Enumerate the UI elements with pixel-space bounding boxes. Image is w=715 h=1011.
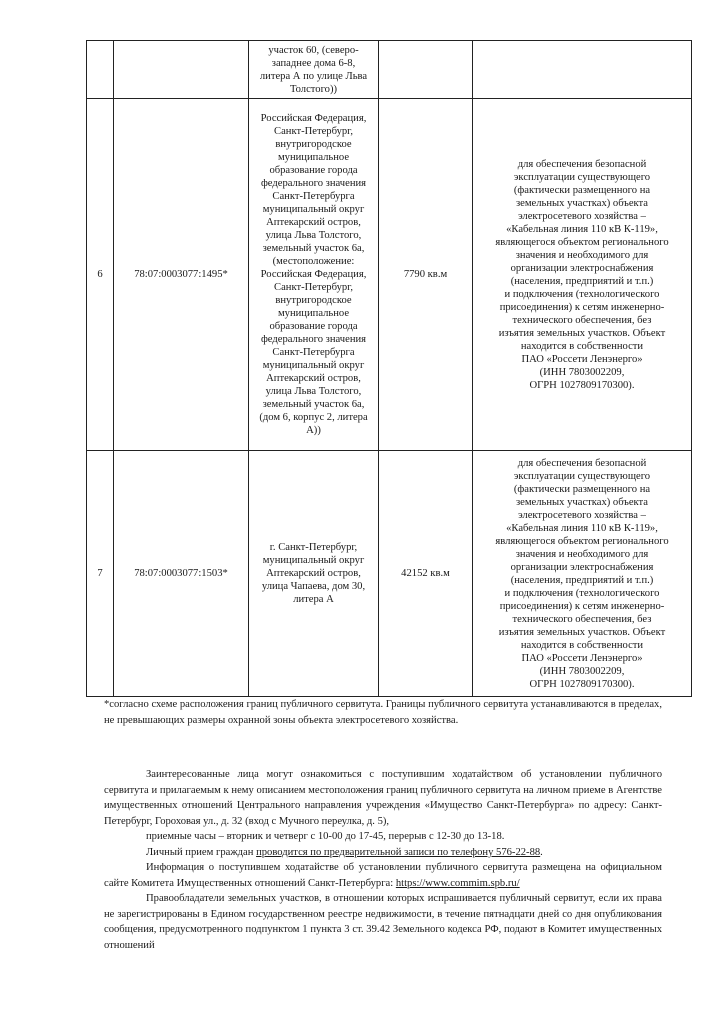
table-row (87, 99, 692, 451)
row-number: 6 (87, 99, 114, 451)
easement-purpose: для обеспечения безопасной эксплуатации существующего (фактически размещенного на земельных участках) объекта электросетевого хозяйства – «Кабельная линия 110 кВ К-119», являющегося объектом регионального значения и необходимого для организации электроснабжения (населения, предприятий и т.п.) и подключения (технологического присоединения) к сетям инженерно- технического обеспечения, без изъятия земельных участков. Объект находится в собственности ПАО «Россети Ленэнерго» (ИНН 7803002209, ОГРН 1027809170300). (473, 99, 692, 451)
website-text: Информация о поступившем ходатайстве об установлении публичного сервитута размещена на официальном сайте Комитета Имущественных отношений Санкт-Петербурга: (104, 862, 662, 889)
cadastral-number: 78:07:0003077:1495* (114, 99, 249, 451)
reception-suffix: . (540, 847, 543, 858)
easement-table (86, 40, 692, 697)
easement-purpose (473, 41, 692, 99)
parcel-area: 7790 кв.м (379, 99, 473, 451)
paragraph-personal-reception (104, 845, 662, 861)
easement-purpose: для обеспечения безопасной эксплуатации существующего (фактически размещенного на земельных участках) объекта электросетевого хозяйства – «Кабельная линия 110 кВ К-119», являющегося объектом регионального значения и необходимого для организации электроснабжения (населения, предприятий и т.п.) и подключения (технологического присоединения) к сетям инженерно- технического обеспечения, без изъятия земельных участков. Объект находится в собственности ПАО «Россети Ленэнерго» (ИНН 7803002209, ОГРН 1027809170300). (473, 451, 692, 697)
parcel-address: г. Санкт-Петербург, муниципальный округ Аптекарский остров, улица Чапаева, дом 30, литера А (249, 451, 379, 697)
row-number (87, 41, 114, 99)
cadastral-number (114, 41, 249, 99)
website-link[interactable]: https://www.commim.spb.ru/ (395, 877, 520, 889)
parcel-address: участок 60, (северо- западнее дома 6-8, литера А по улице Льва Толстого)) (249, 41, 379, 99)
reception-prefix: Личный прием граждан (146, 847, 257, 858)
paragraph-review-info: Заинтересованные лица могут ознакомиться с поступившим ходатайством об установлении публичного сервитута и прилагаемым к нему описанием местоположения границ публичного сервитута на личном приеме в Агентстве имущественных отношений Центрального направления учреждения «Имущество Санкт-Петербурга» по адресу: Санкт-Петербург, Гороховая ул., д. 32 (вход с Мучного переулка, д. 5), (104, 769, 662, 827)
row-number: 7 (87, 451, 114, 697)
paragraph-website-info (104, 860, 662, 891)
cadastral-number: 78:07:0003077:1503* (114, 451, 249, 697)
parcel-address: Российская Федерация, Санкт-Петербург, внутригородское муниципальное образование города федерального значения Санкт-Петербурга муниципальный округ Аптекарский остров, улица Льва Толстого, земельный участок 6а, (местоположение: Российская Федерация, Санкт-Петербург, внутригородское муниципальное образование города федерального значения Санкт-Петербурга муниципальный округ Аптекарский остров, улица Льва Толстого, земельный участок 6а, (дом 6, корпус 2, литера А)) (249, 99, 379, 451)
reception-phone-link[interactable]: проводится по предварительной записи по телефону 576-22-88 (256, 847, 541, 858)
table-row (87, 451, 692, 697)
table-row (87, 41, 692, 99)
paragraph-reception-hours: приемные часы – вторник и четверг с 10-00 до 17-45, перерыв с 12-30 до 13-18. (146, 831, 505, 842)
parcel-area (379, 41, 473, 99)
paragraph-rightholders: Правообладатели земельных участков, в отношении которых испрашивается публичный сервитут, если их права не зарегистрированы в Едином государственном реестре недвижимости, в течение пятнадцати дней со дня опубликования сообщения, предусмотренного подпунктом 1 пункта 3 ст. 39.42 Земельного кодекса РФ, подают в Комитет имущественных отношений (104, 893, 662, 951)
parcel-area: 42152 кв.м (379, 451, 473, 697)
footnote: *согласно схеме расположения границ публичного сервитута. Границы публичного сервитута устанавливаются в пределах, не превышающих размеры охранной зоны объекта электросетевого хозяйства. (104, 699, 662, 726)
